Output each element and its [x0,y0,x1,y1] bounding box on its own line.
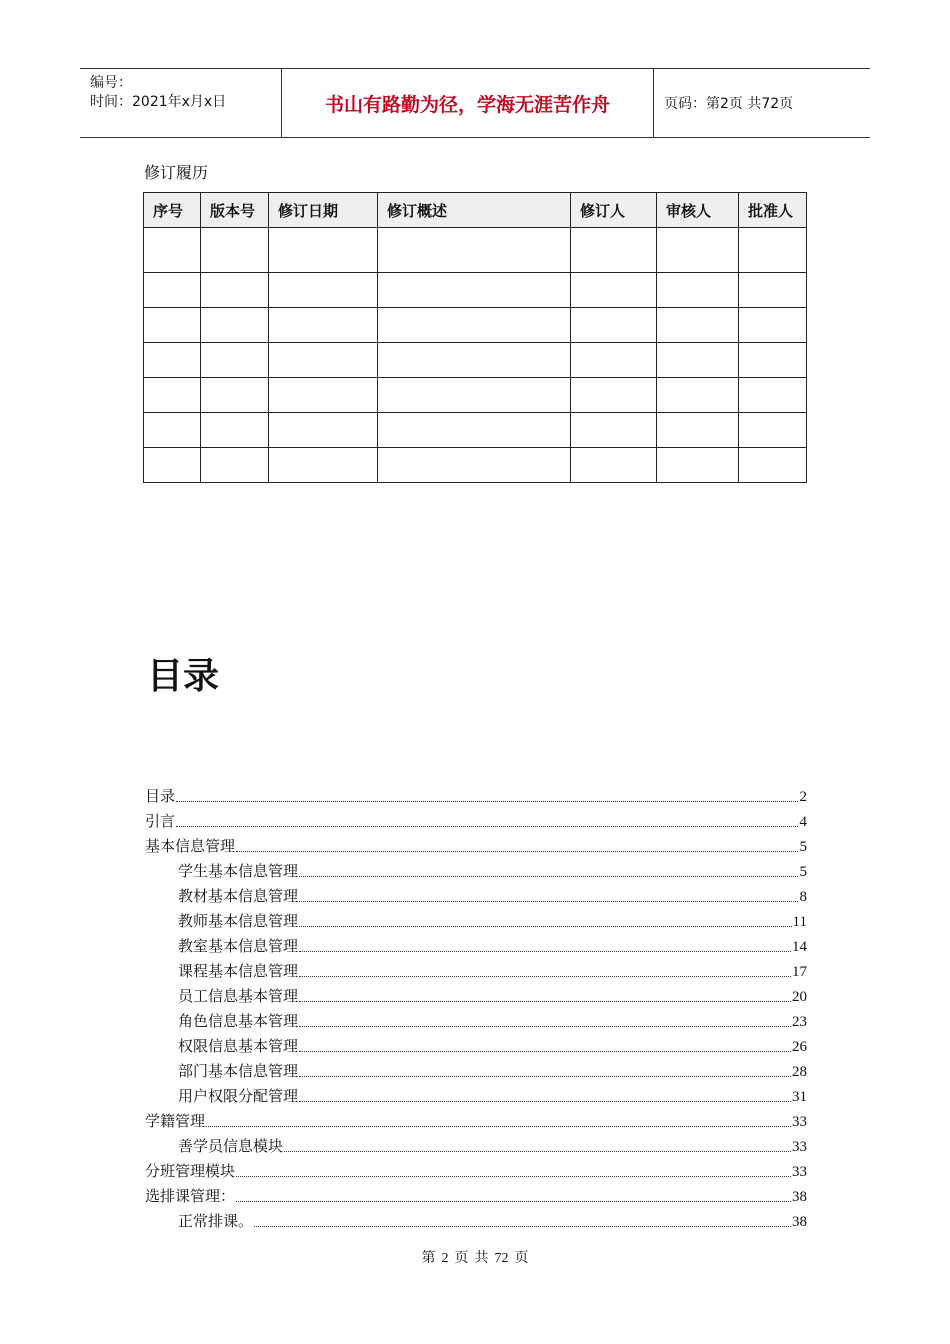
table-row [144,448,807,483]
toc-leader-dots [299,901,798,902]
footer-total-word: 页 [514,1251,529,1266]
toc-entry-page: 5 [799,839,807,855]
toc-entry-text: 教材基本信息管理 [178,889,299,905]
toc-leader-dots [299,976,791,977]
table-cell [201,308,269,343]
table-cell [201,343,269,378]
table-cell [571,228,657,273]
toc-entry-text: 角色信息基本管理 [178,1014,299,1030]
table-cell [269,228,378,273]
toc-entry[interactable] [145,1156,807,1181]
toc-entry-text: 善学员信息模块 [178,1139,284,1155]
toc-leader-dots [176,826,798,827]
column-header-date: 修订日期 [269,193,378,228]
table-cell [269,378,378,413]
toc-entry-page: 14 [792,939,807,955]
footer-page-prefix: 第 [421,1251,436,1266]
toc-leader-dots [299,1101,791,1102]
document-number-label: 编号： [90,75,132,91]
toc-entry-page: 33 [792,1139,807,1155]
table-row [144,378,807,413]
toc-entry-page: 26 [792,1039,807,1055]
table-cell [739,343,807,378]
toc-entry-page: 4 [799,814,807,830]
table-cell [144,273,201,308]
column-header-version: 版本号 [201,193,269,228]
toc-entry[interactable] [145,956,807,981]
header-motto-cell [282,69,654,137]
toc-entry-page: 11 [792,914,807,930]
column-header-reviewer: 审核人 [657,193,739,228]
toc-entry-text: 基本信息管理 [145,839,236,855]
toc-entry-text: 学生基本信息管理 [178,864,299,880]
header-page-cell [654,69,870,137]
toc-entry[interactable] [145,1031,807,1056]
table-cell [571,308,657,343]
toc-leader-dots [299,1026,791,1027]
table-cell [378,308,571,343]
toc-entry[interactable] [145,831,807,856]
table-cell [571,273,657,308]
table-cell [739,273,807,308]
toc-leader-dots [284,1151,791,1152]
footer-total-prefix: 共 [474,1251,489,1266]
toc-entry-text: 正常排课。 [178,1214,254,1230]
toc-entry-text: 员工信息基本管理 [178,989,299,1005]
toc-leader-dots [299,1051,791,1052]
toc-entry-page: 33 [792,1114,807,1130]
table-cell [378,413,571,448]
table-cell [144,343,201,378]
header-meta-cell [80,69,282,137]
toc-entry-page: 5 [799,864,807,880]
table-row [144,343,807,378]
toc-entry-page: 20 [792,989,807,1005]
table-cell [144,228,201,273]
toc-entry-page: 33 [792,1164,807,1180]
table-cell [739,448,807,483]
header-motto: 书山有路勤为径，学海无涯苦作舟 [324,93,610,116]
toc-leader-dots [299,1001,791,1002]
toc-entry[interactable] [145,931,807,956]
table-cell [571,413,657,448]
toc-entry[interactable] [145,781,807,806]
document-time-label: 时间：2021年x月x日 [90,94,227,110]
table-cell [201,413,269,448]
column-header-reviser: 修订人 [571,193,657,228]
table-cell [657,343,739,378]
revision-history-title: 修订履历 [144,165,209,182]
toc-entry[interactable] [145,1131,807,1156]
table-cell [201,378,269,413]
toc-entry[interactable] [145,1006,807,1031]
table-cell [269,343,378,378]
table-cell [144,308,201,343]
table-cell [739,413,807,448]
table-cell [144,448,201,483]
toc-leader-dots [254,1226,791,1227]
toc-entry-text: 部门基本信息管理 [178,1064,299,1080]
table-cell [144,413,201,448]
table-cell [571,343,657,378]
column-header-summary: 修订概述 [378,193,571,228]
column-header-approver: 批准人 [739,193,807,228]
toc-entry[interactable] [145,1056,807,1081]
toc-leader-dots [236,1201,791,1202]
toc-entry[interactable] [145,981,807,1006]
toc-leader-dots [299,1076,791,1077]
toc-leader-dots [236,1176,791,1177]
toc-entry[interactable] [145,856,807,881]
table-row [144,308,807,343]
table-cell [571,448,657,483]
table-row [144,273,807,308]
toc-entry-page: 38 [792,1214,807,1230]
table-cell [739,228,807,273]
table-cell [657,273,739,308]
table-cell [657,378,739,413]
table-cell [378,343,571,378]
toc-entry-text: 引言 [145,814,176,830]
toc-leader-dots [236,851,798,852]
table-cell [739,378,807,413]
table-cell [571,378,657,413]
table-cell [378,228,571,273]
toc-entry-text: 课程基本信息管理 [178,964,299,980]
toc-entry-text: 教室基本信息管理 [178,939,299,955]
toc-entry[interactable] [145,806,807,831]
footer-total-number: 72 [494,1251,509,1266]
toc-entry[interactable] [145,906,807,931]
toc-entry-page: 38 [792,1189,807,1205]
table-row [144,413,807,448]
column-header-seq: 序号 [144,193,201,228]
table-cell [378,378,571,413]
toc-leader-dots [299,926,792,927]
toc-entry-page: 28 [792,1064,807,1080]
table-cell [144,378,201,413]
toc-entry-page: 31 [792,1089,807,1105]
table-cell [739,308,807,343]
page-footer [0,1247,950,1267]
footer-page-word: 页 [454,1251,469,1266]
toc-entry[interactable] [145,1106,807,1131]
toc-entry-text: 选排课管理： [145,1189,236,1205]
header-page-info: 页码：第2页 共72页 [664,96,794,112]
toc-entry[interactable] [145,1081,807,1106]
footer-page-number: 2 [441,1251,449,1266]
document-header [80,68,870,138]
table-cell [378,273,571,308]
toc-entry-text: 目录 [145,789,176,805]
toc-heading: 目录 [147,656,220,697]
toc-entry-page: 8 [799,889,807,905]
table-cell [657,448,739,483]
table-cell [269,273,378,308]
toc-entry-page: 17 [792,964,807,980]
table-cell [657,308,739,343]
table-cell [378,448,571,483]
table-cell [269,448,378,483]
table-cell [657,413,739,448]
table-of-contents [145,781,807,1231]
toc-entry-text: 分班管理模块 [145,1164,236,1180]
table-cell [201,273,269,308]
toc-leader-dots [299,951,791,952]
toc-entry-text: 教师基本信息管理 [178,914,299,930]
table-cell [269,413,378,448]
table-cell [201,228,269,273]
toc-entry-text: 权限信息基本管理 [178,1039,299,1055]
revision-history-table [143,192,807,483]
toc-entry-text: 用户权限分配管理 [178,1089,299,1105]
table-header-row [144,193,807,228]
table-cell [269,308,378,343]
table-cell [657,228,739,273]
table-row [144,228,807,273]
toc-entry[interactable] [145,881,807,906]
table-cell [201,448,269,483]
toc-leader-dots [176,801,798,802]
toc-leader-dots [206,1126,791,1127]
toc-entry[interactable] [145,1206,807,1231]
toc-entry-page: 2 [799,789,807,805]
toc-entry[interactable] [145,1181,807,1206]
toc-entry-text: 学籍管理 [145,1114,206,1130]
toc-entry-page: 23 [792,1014,807,1030]
toc-leader-dots [299,876,798,877]
